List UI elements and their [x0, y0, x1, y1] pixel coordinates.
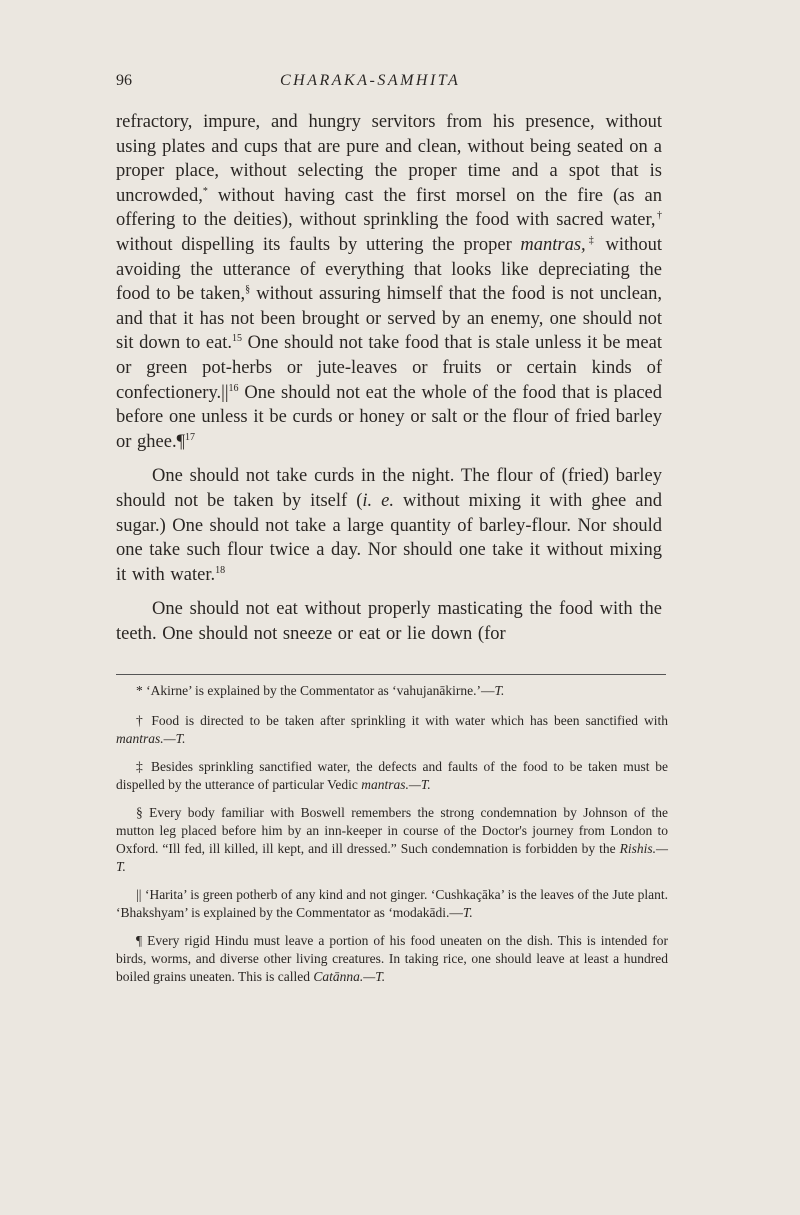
footnote-2: † Food is directed to be taken after sprinkling it with water which has been sanctified with mantras.—T. [116, 713, 668, 746]
footnote-marker: || [221, 382, 229, 403]
italic-term: i. e. [362, 490, 395, 511]
text-run: refractory, impure, and hungry servitors from his presence, without using plates and cups that are pure and clean, without being seated on a proper place, without selecting the proper time and a spot that is uncrowded, [116, 112, 662, 206]
footnote-3: ‡ Besides sprinkling sanctified water, the defects and faults of the food to be taken must be dispelled by the utterance of particular Vedic mantras.—T. [116, 759, 668, 792]
footnote-marker: ¶ [176, 431, 185, 452]
footnote-marker: ‡ [585, 234, 597, 246]
text-run: One should not eat the whole of the food that is placed before one unless it be curds or honey or salt or the flour of fried barley or ghee. [116, 382, 662, 452]
text-run: without avoiding the utterance of everything that looks like depreciating the food to be taken, [116, 234, 663, 305]
page-header [116, 72, 686, 96]
verse-number: 16 [228, 382, 239, 394]
body-text [116, 110, 662, 646]
verse-number: 17 [184, 431, 195, 443]
footnote-marker: * [202, 185, 208, 197]
footnote-5: || ‘Harita’ is green potherb of any kind and not ginger. ‘Cushkaçāka’ is the leaves of the Jute plant. ‘Bhakshyam’ is explained by the Commentator as ‘modakādi.—T. [116, 887, 668, 920]
verse-number: 18 [215, 564, 226, 576]
verse-number: 15 [232, 333, 243, 345]
paragraph-2 [116, 464, 662, 587]
running-title: CHARAKA-SAMHITA [280, 72, 461, 89]
text-run: without having cast the first morsel on the fire (as an offering to the deities), without sprinkling the food with sacred water, [116, 185, 662, 231]
footnote-marker: § [245, 284, 251, 296]
text-run: One should not take food that is stale unless it be meat or green pot-herbs or jute-leaves or fruits or certain kinds of confectionery. [116, 333, 662, 403]
footnote-4: § Every body familiar with Boswell remembers the strong condemnation by Johnson of the mutton leg placed before him by an inn-keeper in course of the Doctor's journey from London to Oxford. “Ill fed, ill killed, ill kept, and ill dressed.” Such condemnation is forbidden by the Rishis.—T. [116, 805, 668, 874]
text-run: without dispelling its faults by uttering the proper [116, 234, 521, 255]
italic-term: mantras, [520, 234, 586, 255]
footnote-1: * ‘Akirne’ is explained by the Commentator as ‘vahujanākirne.’—T. [136, 683, 505, 698]
paragraph-1 [116, 110, 662, 454]
text-run: without assuring himself that the food is not unclean, and that it has not been brought or served by an enemy, one should not sit down to eat. [116, 284, 663, 354]
footnotes [116, 682, 668, 996]
page-number: 96 [116, 72, 132, 89]
footnote-divider [116, 674, 666, 675]
text-run: without mixing it with ghee and sugar.) One should not take a large quantity of barley-flour. Nor should one take such flour twice a day. Nor should one take it without mixing it with water. [116, 490, 662, 585]
paragraph-3 [116, 597, 662, 646]
footnote-6: ¶ Every rigid Hindu must leave a portion of his food uneaten on the dish. This is intended for birds, worms, and diverse other living creatures. In taking rice, one should leave at least a hundred boiled grains uneaten. This is called Catānna.—T. [116, 933, 668, 984]
footnote-marker: † [655, 210, 662, 222]
text-run: One should not eat without properly masticating the food with the teeth. One should not sneeze or eat or lie down (for [116, 599, 662, 644]
text-run: One should not take curds in the night. The flour of (fried) barley should not be taken by itself ( [116, 466, 662, 511]
